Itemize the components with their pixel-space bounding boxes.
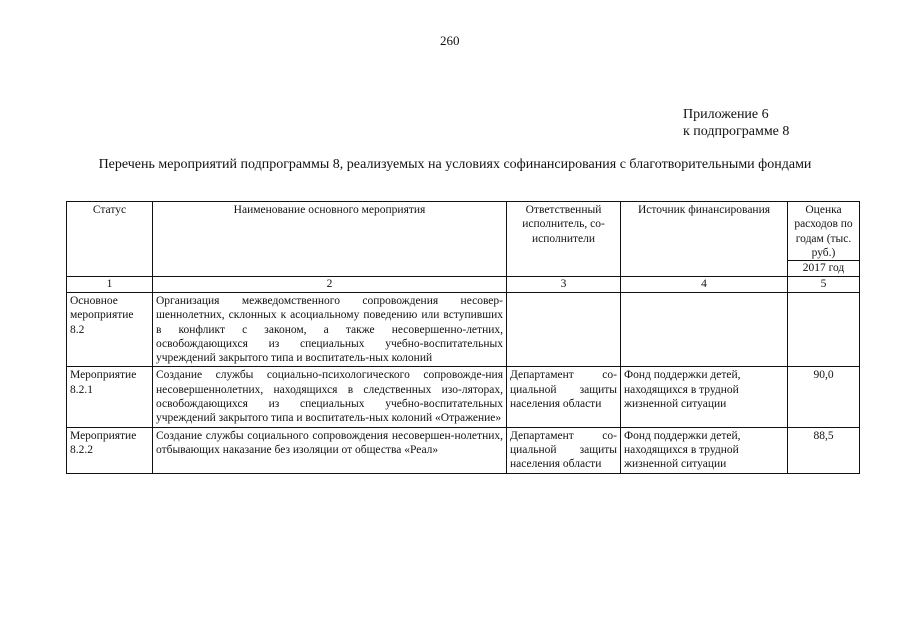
column-number-row <box>67 277 860 293</box>
header-estimate-label: Оценка расходов по годам (тыс. руб.) <box>794 204 853 259</box>
row-source: Фонд поддержки детей, находящихся в трудной жизненной ситуации <box>621 367 788 427</box>
row-executor <box>507 293 621 367</box>
document-title: Перечень мероприятий подпрограммы 8, реализуемых на условиях софинансирования с благотворительными фондами <box>98 157 812 172</box>
header-name: Наименование основного мероприятия <box>153 202 507 277</box>
row-executor: Департамент со-циальной защиты населения области <box>507 367 621 427</box>
row-status: Мероприятие 8.2.2 <box>67 427 153 473</box>
row-name: Создание службы социального сопровождения несовершен-нолетних, отбывающих наказание без изоляции от общества «Реал» <box>153 427 507 473</box>
table-row <box>67 367 860 427</box>
column-number-3: 3 <box>507 277 621 293</box>
column-number-2: 2 <box>153 277 507 293</box>
appendix-line-2: к подпрограмме 8 <box>683 124 790 139</box>
row-executor: Департамент со-циальной защиты населения области <box>507 427 621 473</box>
column-number-5: 5 <box>788 277 860 293</box>
column-number-4: 4 <box>621 277 788 293</box>
header-status: Статус <box>67 202 153 277</box>
column-number-1: 1 <box>67 277 153 293</box>
appendix-note <box>683 106 789 140</box>
row-source: Фонд поддержки детей, находящихся в трудной жизненной ситуации <box>621 427 788 473</box>
row-name: Организация межведомственного сопровождения несовер-шеннолетних, склонных к асоциальному поведению или вступивших в конфликт с законом, а также несовершенно-летних, освобождающихся из специальных учебно-воспитательных учреждений закрытого типа и воспитатель-ных колоний <box>153 293 507 367</box>
header-row <box>67 202 860 277</box>
header-year: 2017 год <box>788 260 859 275</box>
header-estimate <box>788 202 860 277</box>
row-amount: 90,0 <box>788 367 860 427</box>
table-row <box>67 427 860 473</box>
table-row <box>67 293 860 367</box>
activities-table <box>66 201 860 474</box>
row-status: Основное мероприятие 8.2 <box>67 293 153 367</box>
row-amount: 88,5 <box>788 427 860 473</box>
row-name: Создание службы социально-психологического сопровожде-ния несовершеннолетних, находящихся в следственных изо-ляторах, освобождающихся из специальных учебно-воспитательных учреждений закрытого типа и воспитатель-ных колоний «Отражение» <box>153 367 507 427</box>
appendix-line-1: Приложение 6 <box>683 107 769 122</box>
page-number: 260 <box>440 33 460 48</box>
header-source: Источник финансирования <box>621 202 788 277</box>
row-amount <box>788 293 860 367</box>
row-source <box>621 293 788 367</box>
row-status: Мероприятие 8.2.1 <box>67 367 153 427</box>
header-executor: Ответственный исполнитель, со-исполнители <box>507 202 621 277</box>
